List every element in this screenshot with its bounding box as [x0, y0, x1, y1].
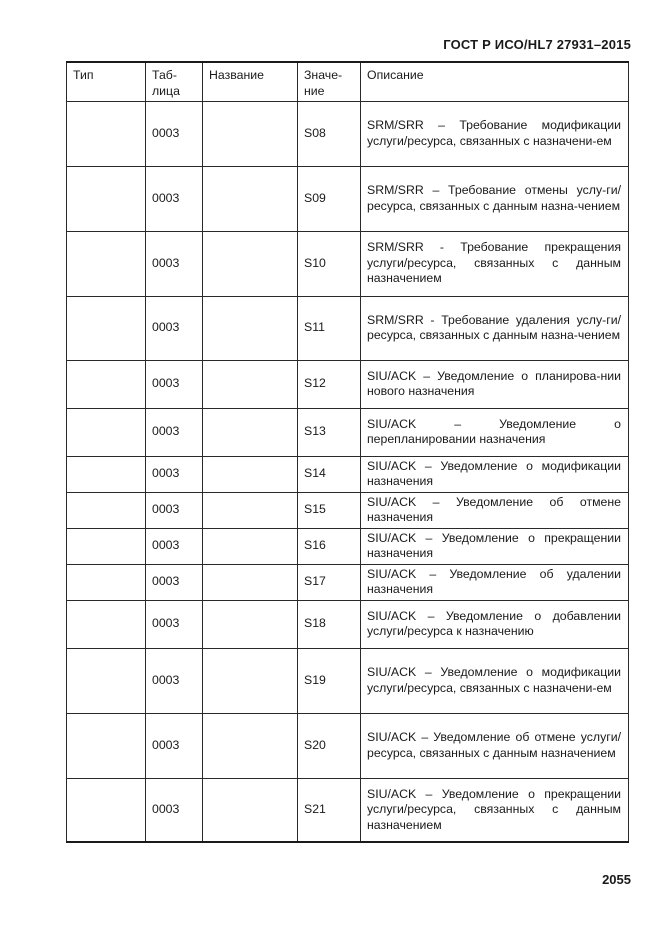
cell-value: S16: [298, 528, 361, 564]
cell-description: SIU/ACK – Уведомление о перепланировании назначения: [361, 408, 629, 456]
table-row: [67, 296, 629, 360]
cell-table: 0003: [146, 528, 203, 564]
cell-description: SIU/ACK – Уведомление о планирова-нии нового назначения: [361, 360, 629, 408]
table-row: [67, 600, 629, 648]
cell-table: 0003: [146, 778, 203, 842]
cell-description: SRM/SRR - Требование удаления услу-ги/ресурса, связанных с данным назна-чением: [361, 296, 629, 360]
cell-name: [203, 492, 298, 528]
cell-table: 0003: [146, 166, 203, 231]
cell-value: S21: [298, 778, 361, 842]
cell-value: S08: [298, 101, 361, 166]
cell-name: [203, 360, 298, 408]
cell-type: [67, 648, 146, 713]
cell-table: 0003: [146, 492, 203, 528]
cell-name: [203, 408, 298, 456]
table-row: [67, 166, 629, 231]
column-header-name: Название: [203, 62, 298, 101]
cell-description: SRM/SRR – Требование модификации услуги/ресурса, связанных с назначени-ем: [361, 101, 629, 166]
table-row: [67, 456, 629, 492]
cell-type: [67, 713, 146, 778]
cell-description: SIU/ACK – Уведомление о прекращении назначения: [361, 528, 629, 564]
cell-table: 0003: [146, 408, 203, 456]
cell-table: 0003: [146, 360, 203, 408]
cell-name: [203, 648, 298, 713]
cell-type: [67, 231, 146, 296]
cell-type: [67, 101, 146, 166]
column-header-description: Описание: [361, 62, 629, 101]
data-table: [66, 61, 629, 843]
table-row: [67, 713, 629, 778]
table-row: [67, 564, 629, 600]
cell-name: [203, 456, 298, 492]
table-row: [67, 231, 629, 296]
cell-table: 0003: [146, 648, 203, 713]
cell-description: SIU/ACK – Уведомление об отмене услуги/ресурса, связанных с данным назначением: [361, 713, 629, 778]
cell-description: SIU/ACK – Уведомление об отмене назначения: [361, 492, 629, 528]
cell-type: [67, 360, 146, 408]
cell-name: [203, 778, 298, 842]
cell-description: SIU/ACK – Уведомление о прекращении услуги/ресурса, связанных с данным назначением: [361, 778, 629, 842]
cell-type: [67, 408, 146, 456]
cell-name: [203, 600, 298, 648]
cell-value: S14: [298, 456, 361, 492]
cell-description: SIU/ACK – Уведомление о модификации назначения: [361, 456, 629, 492]
cell-type: [67, 778, 146, 842]
cell-type: [67, 600, 146, 648]
table-header-row: [67, 62, 629, 101]
column-header-table: Таб- лица: [146, 62, 203, 101]
cell-type: [67, 528, 146, 564]
cell-table: 0003: [146, 101, 203, 166]
document-header: ГОСТ Р ИСО/HL7 27931–2015: [443, 37, 631, 52]
cell-description: SRM/SRR - Требование прекращения услуги/ресурса, связанных с данным назначением: [361, 231, 629, 296]
table-row: [67, 528, 629, 564]
table-row: [67, 101, 629, 166]
cell-type: [67, 296, 146, 360]
cell-type: [67, 456, 146, 492]
cell-name: [203, 101, 298, 166]
cell-table: 0003: [146, 564, 203, 600]
cell-value: S10: [298, 231, 361, 296]
cell-table: 0003: [146, 600, 203, 648]
table-row: [67, 492, 629, 528]
cell-value: S18: [298, 600, 361, 648]
cell-description: SIU/ACK – Уведомление об удалении назначения: [361, 564, 629, 600]
cell-table: 0003: [146, 296, 203, 360]
table-row: [67, 360, 629, 408]
cell-name: [203, 564, 298, 600]
cell-value: S19: [298, 648, 361, 713]
cell-description: SIU/ACK – Уведомление о модификации услуги/ресурса, связанных с назначени-ем: [361, 648, 629, 713]
cell-table: 0003: [146, 456, 203, 492]
page-number: 2055: [602, 872, 631, 887]
column-header-type: Тип: [67, 62, 146, 101]
column-header-value: Значе- ние: [298, 62, 361, 101]
cell-name: [203, 296, 298, 360]
cell-description: SIU/ACK – Уведомление о добавлении услуги/ресурса к назначению: [361, 600, 629, 648]
cell-value: S11: [298, 296, 361, 360]
table-row: [67, 648, 629, 713]
table-row: [67, 408, 629, 456]
cell-name: [203, 231, 298, 296]
cell-value: S13: [298, 408, 361, 456]
cell-table: 0003: [146, 231, 203, 296]
cell-type: [67, 166, 146, 231]
cell-name: [203, 166, 298, 231]
cell-value: S20: [298, 713, 361, 778]
cell-description: SRM/SRR – Требование отмены услу-ги/ресурса, связанных с данным назна-чением: [361, 166, 629, 231]
cell-table: 0003: [146, 713, 203, 778]
cell-name: [203, 713, 298, 778]
cell-type: [67, 564, 146, 600]
cell-value: S17: [298, 564, 361, 600]
cell-name: [203, 528, 298, 564]
cell-value: S12: [298, 360, 361, 408]
table-row: [67, 778, 629, 842]
cell-type: [67, 492, 146, 528]
cell-value: S15: [298, 492, 361, 528]
cell-value: S09: [298, 166, 361, 231]
table-body: [67, 101, 629, 842]
